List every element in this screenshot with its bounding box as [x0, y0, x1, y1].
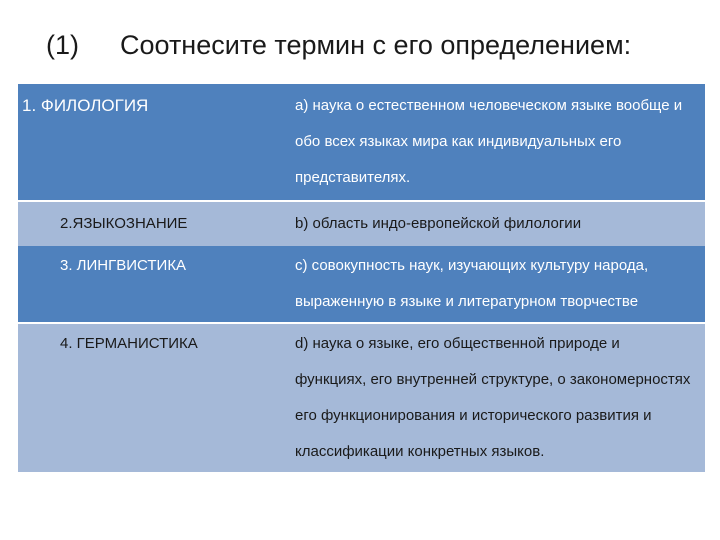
task-instruction: Соотнесите термин с его определением:: [120, 30, 632, 60]
term-cell: [18, 323, 281, 472]
table-row: [18, 84, 705, 201]
definition-cell: [281, 246, 705, 323]
table-row: [18, 246, 705, 323]
matching-table: [18, 84, 705, 472]
term-cell: [18, 84, 281, 201]
slide-title: [0, 22, 720, 72]
definition-d: d) наука о языке, его общественной природе и функциях, его внутренней структуре, о закономерностях его функционирования и исторического развития и классификации конкретных языков.: [295, 335, 691, 460]
term-cell: [18, 201, 281, 246]
term-germanistics: 4. ГЕРМАНИСТИКА: [60, 335, 198, 352]
task-number: (1): [46, 30, 79, 60]
table-row: [18, 323, 705, 472]
definition-c: с) совокупность наук, изучающих культуру народа, выраженную в языке и литературном творчестве: [295, 257, 649, 310]
table-row: [18, 201, 705, 246]
definition-a: а) наука о естественном человеческом языке вообще и обо всех языках мира как индивидуальных его представителях.: [295, 97, 683, 186]
definition-cell: [281, 201, 705, 246]
term-linguistics-ru: 2.ЯЗЫКОЗНАНИЕ: [60, 215, 188, 232]
term-cell: [18, 246, 281, 323]
definition-cell: [281, 323, 705, 472]
term-linguistics: 3. ЛИНГВИСТИКА: [60, 257, 187, 274]
definition-cell: [281, 84, 705, 201]
term-philology: 1. ФИЛОЛОГИЯ: [22, 96, 149, 115]
definition-b: b) область индо-европейской филологии: [295, 215, 582, 232]
